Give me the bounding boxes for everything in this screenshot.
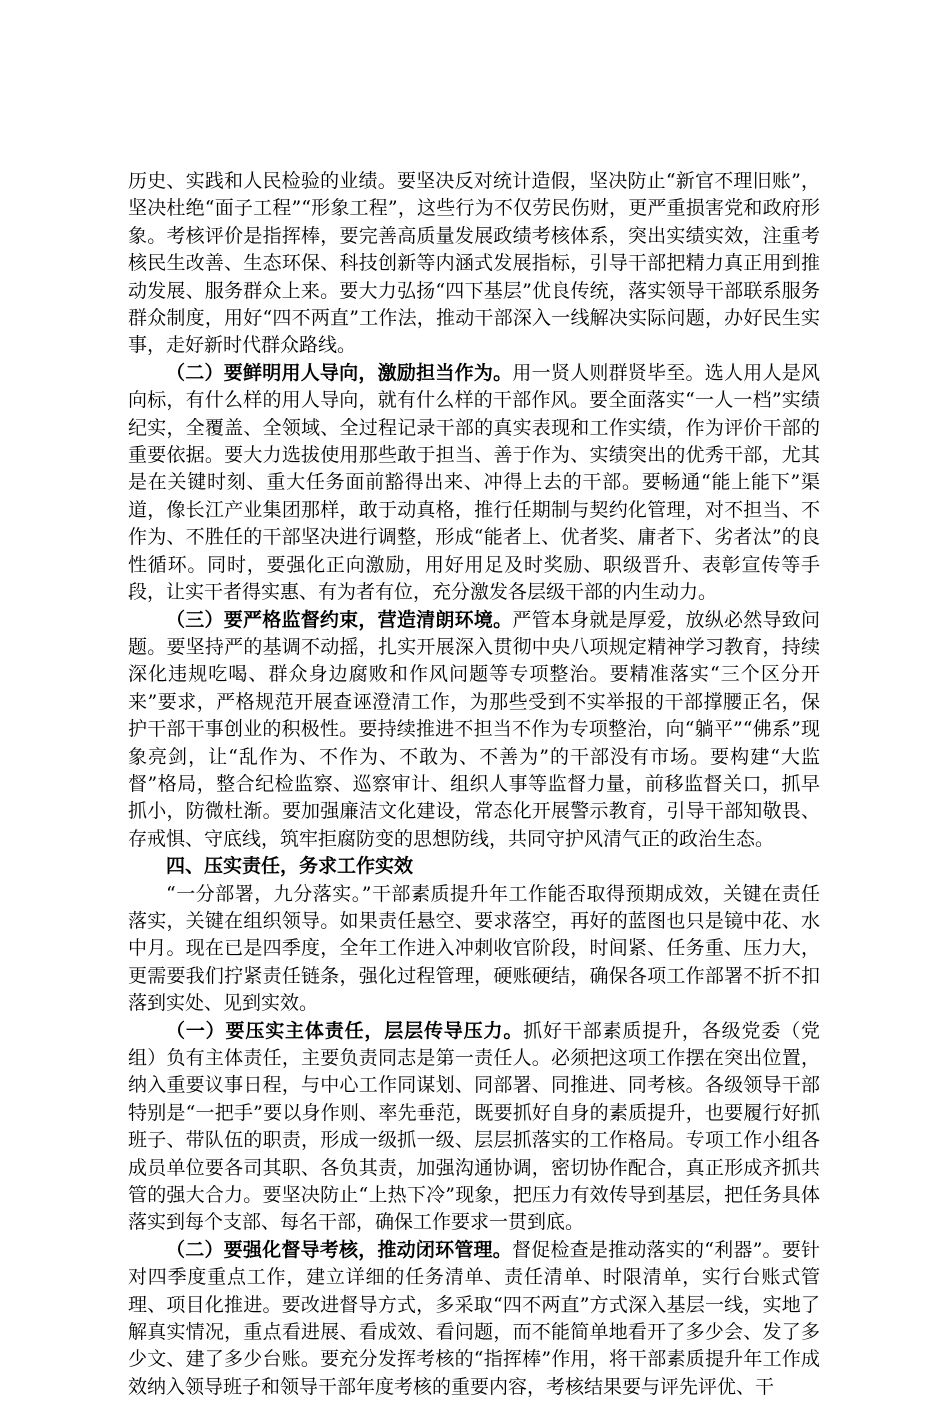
paragraph-1: [128, 168, 820, 360]
paragraph-3: [128, 607, 820, 854]
paragraph-5: [128, 1018, 820, 1237]
paragraph-3-lead: （三）要严格监督约束，营造清朗环境。: [166, 608, 513, 631]
section-heading: 四、压实责任，务求工作实效: [166, 855, 414, 878]
paragraph-2-text: 用一贤人则群贤毕至。选人用人是风向标，有什么样的用人导向，就有什么样的干部作风。要全面落实“一人一档”实绩纪实，全覆盖、全领域、全过程记录干部的真实表现和工作实绩，作为评价干部的重要依据。要大力选拔使用那些敢于担当、善于作为、实绩突出的优秀干部，尤其是在关键时刻、重大任务面前豁得出来、冲得上去的干部。要畅通“能上能下”渠道，像长江产业集团那样，敢于动真格，推行任期制与契约化管理，对不担当、不作为、不胜任的干部坚决进行调整，形成“能者上、优者奖、庸者下、劣者汰”的良性循环。同时，要强化正向激励，用好用足及时奖励、职级晋升、表彰宣传等手段，让实干者得实惠、有为者有位，充分激发各层级干部的内生动力。: [128, 361, 820, 604]
paragraph-5-lead: （一）要压实主体责任，层层传导压力。: [166, 1019, 524, 1042]
paragraph-6: [128, 1237, 820, 1401]
paragraph-2-lead: （二）要鲜明用人导向，激励担当作为。: [166, 361, 513, 384]
paragraph-6-lead: （二）要强化督导考核，推动闭环管理。: [166, 1238, 512, 1261]
paragraph-1-text: 历史、实践和人民检验的业绩。要坚决反对统计造假，坚决防止“新官不理旧账”，坚决杜绝“面子工程”“形象工程”，这些行为不仅劳民伤财，更严重损害党和政府形象。考核评价是指挥棒，要完善高质量发展政绩考核体系，突出实绩实效，注重考核民生改善、生态环保、科技创新等内涵式发展指标，引导干部把精力真正用到推动发展、服务群众上来。要大力弘扬“四下基层”优良传统，落实领导干部联系服务群众制度，用好“四不两直”工作法，推动干部深入一线解决实际问题，办好民生实事，走好新时代群众路线。: [128, 170, 820, 357]
paragraph-2: [128, 360, 820, 607]
paragraph-5-text: 抓好干部素质提升，各级党委（党组）负有主体责任，主要负责同志是第一责任人。必须把这项工作摆在突出位置，纳入重要议事日程，与中心工作同谋划、同部署、同推进、同考核。各级领导干部特别是“一把手”要以身作则、率先垂范，既要抓好自身的素质提升，也要履行好抓班子、带队伍的职责，形成一级抓一级、层层抓落实的工作格局。专项工作小组各成员单位要各司其职、各负其责，加强沟通协调，密切协作配合，真正形成齐抓共管的强大合力。要坚决防止“上热下冷”现象，把压力有效传导到基层，把任务具体落实到每个支部、每名干部，确保工作要求一贯到底。: [128, 1019, 820, 1234]
paragraph-3-text: 严管本身就是厚爱，放纵必然导致问题。要坚持严的基调不动摇，扎实开展深入贯彻中央八项规定精神学习教育，持续深化违规吃喝、群众身边腐败和作风问题等专项整治。要精准落实“三个区分开来”要求，严格规范开展查诬澄清工作，为那些受到不实举报的干部撑腰正名，保护干部干事创业的积极性。要持续推进不担当不作为专项整治，向“躺平”“佛系”现象亮剑，让“乱作为、不作为、不敢为、不善为”的干部没有市场。要构建“大监督”格局，整合纪检监察、巡察审计、组织人事等监督力量，前移监督关口，抓早抓小，防微杜渐。要加强廉洁文化建设，常态化开展警示教育，引导干部知敬畏、存戒惧、守底线，筑牢拒腐防变的思想防线，共同守护风清气正的政治生态。: [128, 608, 820, 850]
paragraph-4-text: “一分部署，九分落实。”干部素质提升年工作能否取得预期成效，关键在责任落实，关键在组织领导。如果责任悬空、要求落空，再好的蓝图也只是镜中花、水中月。现在已是四季度，全年工作进入冲刺收官阶段，时间紧、任务重、压力大，更需要我们拧紧责任链条，强化过程管理，硬账硬结，确保各项工作部署不折不扣落到实处、见到实效。: [128, 882, 820, 1015]
document-page: [128, 168, 820, 1401]
paragraph-6-text: 督促检查是推动落实的“利器”。要针对四季度重点工作，建立详细的任务清单、责任清单、时限清单，实行台账式管理、项目化推进。要改进督导方式，多采取“四不两直”方式深入基层一线，实地了解真实情况，重点看进展、看成效、看问题，而不能简单地看开了多少会、发了多少文、建了多少台账。要充分发挥考核的“指挥棒”作用，将干部素质提升年工作成效纳入领导班子和领导干部年度考核的重要内容，考核结果要与评先评优、干: [128, 1238, 820, 1398]
paragraph-4: [128, 881, 820, 1018]
